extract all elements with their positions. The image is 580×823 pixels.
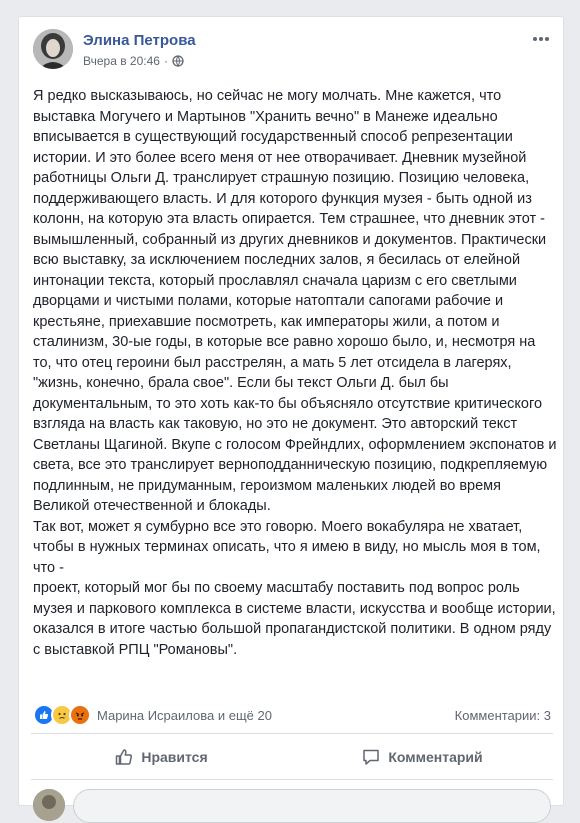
post-text <box>33 86 557 660</box>
meta-separator: · <box>163 54 168 68</box>
post-paragraph: проект, который мог бы по своему масштабу поставить под вопрос роль музея и паркового комплекса в системе власти, искусства и вообще истории, оказался в итоге частью большой пропагандистской политики. В одном ряду с выставкой РПЦ "Романовы". <box>33 580 556 658</box>
post-meta <box>83 54 184 68</box>
reactions-bar <box>33 703 551 727</box>
like-button-label: Нравится <box>141 749 208 765</box>
comment-composer <box>33 787 553 823</box>
angry-reaction-icon[interactable] <box>69 704 91 726</box>
comment-icon <box>362 748 380 766</box>
comment-button[interactable] <box>292 740 553 774</box>
more-options-icon[interactable] <box>527 29 555 49</box>
author-name[interactable]: Элина Петрова <box>83 32 196 49</box>
comment-button-label: Комментарий <box>388 749 483 765</box>
comment-input[interactable] <box>73 789 551 823</box>
post-actions <box>31 740 553 774</box>
post-paragraph: Так вот, может я сумбурно все это говорю. Моего вокабуляра не хватает, чтобы в нужных терминах описать, что я имею в виду, но мысль моя в том, что - <box>33 518 541 576</box>
post-paragraph: Я редко высказываюсь, но сейчас не могу молчать. Мне кажется, что выставка Могучего и Мартынов "Хранить вечно" в Манеже идеально вписывается в существующий государственный способ репрезентации истории. И это более всего меня от нее отворачивает. Дневник музейной работницы Ольги Д. транслирует страшную позицию. Позицию человека, поддерживающего власть. И для которого функция музея - быть одной из колонн, на которую эта власть опирается. Тем страшнее, что дневник этот - вымышленный, собранный из других дневников и документов. Практически всю выставку, за исключением последних залов, я бесилась от елейной интонации текста, который прославлял сначала царизм с его светлыми дворцами и чистыми полами, которые натоптали сапогами рабочие и крестьяне, приехавшие посмотреть, как императоры жили, а потом и сталинизм, 30-ые годы, в которые все равно хорошо было, и, несмотря на то, что отец героини был расстрелян, а мать 5 лет отсидела в лагерях, "жизнь, конечно, брала свое". Если бы текст Ольги Д. был бы документальным, то это хоть как-то бы объясняло отсутствие критического взгляда на власть как таковую, но это не документ. Это авторский текст Светланы Щагиной. Вкупе с голосом Фрейндлих, оформлением экспонатов и света, все это транслирует верноподданническую позицию, подкрепляемую подлинным, не придуманным, героизмом маленьких людей во время Великой отечественной и блокады. <box>33 88 557 514</box>
post-card <box>18 16 564 806</box>
reaction-names[interactable]: Марина Исраилова и ещё 20 <box>97 707 272 723</box>
reaction-icons[interactable] <box>33 704 91 726</box>
divider <box>31 779 553 780</box>
divider <box>31 733 553 734</box>
author-avatar[interactable] <box>33 29 73 69</box>
globe-icon[interactable] <box>172 55 184 67</box>
like-button[interactable] <box>31 740 292 774</box>
post-timestamp[interactable]: Вчера в 20:46 <box>83 54 160 68</box>
thumbs-up-icon <box>115 748 133 766</box>
viewer-avatar <box>33 789 65 821</box>
comments-count[interactable]: Комментарии: 3 <box>454 707 551 723</box>
